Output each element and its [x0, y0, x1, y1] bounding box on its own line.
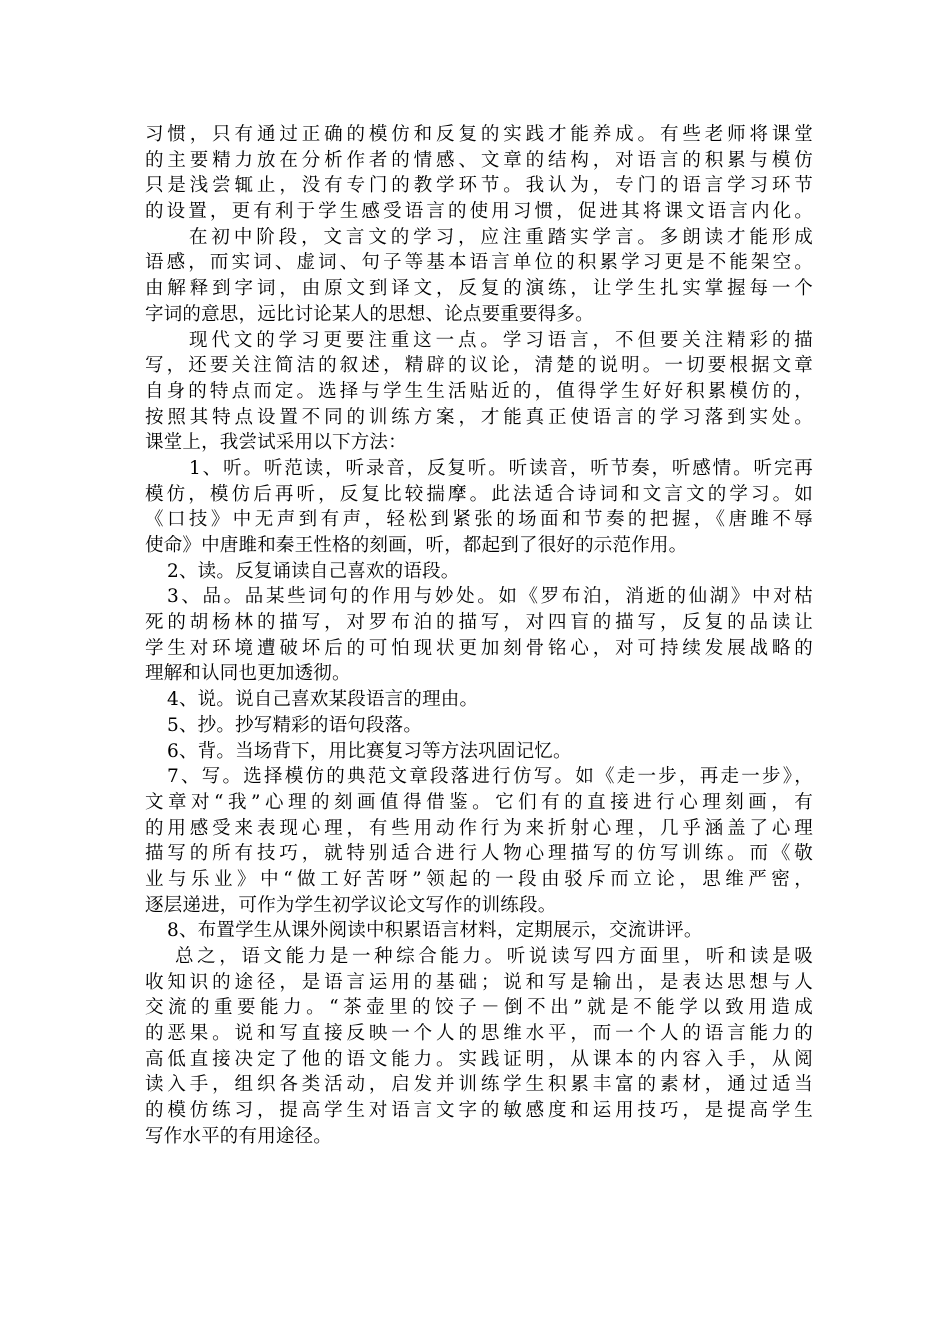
- text-line: 自身的特点而定。选择与学生生活贴近的，值得学生好好积累模仿的，: [145, 380, 813, 402]
- text-line: 1、听。听范读，听录音，反复听。听读音，听节奏，听感情。听完再: [189, 457, 813, 479]
- text-line: 2、读。反复诵读自己喜欢的语段。: [167, 560, 460, 582]
- text-line: 6、背。当场背下，用比赛复习等方法巩固记忆。: [167, 740, 572, 762]
- text-line: 字词的意思，远比讨论某人的思想、论点要重要得多。: [145, 303, 594, 325]
- text-line: 模仿，模仿后再听，反复比较揣摩。此法适合诗词和文言文的学习。如: [145, 483, 813, 505]
- text-line: 描写的所有技巧，就特别适合进行人物心理描写的仿写训练。而《敬: [145, 843, 813, 865]
- text-line: 写作水平的有用途径。: [145, 1125, 333, 1147]
- text-line: 习惯，只有通过正确的模仿和反复的实践才能养成。有些老师将课堂: [145, 124, 813, 145]
- text-line: 的主要精力放在分析作者的情感、文章的结构，对语言的积累与模仿: [145, 149, 813, 171]
- text-line: 现代文的学习更要注重这一点。学习语言，不但要关注精彩的描: [189, 329, 813, 351]
- text-line: 7、写。选择模仿的典范文章段落进行仿写。如《走一步，再走一步》，: [167, 766, 813, 788]
- text-line: 写，还要关注简洁的叙述，精辟的议论，清楚的说明。一切要根据文章: [145, 355, 813, 377]
- text-line: 的恶果。说和写直接反映一个人的思维水平，而一个人的语言能力的: [145, 1023, 813, 1045]
- text-line: 课堂上，我尝试采用以下方法：: [145, 432, 407, 454]
- text-line: 理解和认同也更加透彻。: [145, 663, 351, 685]
- text-line: 4、说。说自己喜欢某段语言的理由。: [167, 689, 479, 711]
- text-line: 交流的重要能力。“茶壶里的饺子－倒不出”就是不能学以致用造成: [145, 997, 813, 1019]
- text-line: 读入手，组织各类活动，启发并训练学生积累丰富的素材，通过适当: [145, 1074, 813, 1096]
- text-line: 死的胡杨林的描写，对罗布泊的描写，对四盲的描写，反复的品读让: [145, 612, 813, 634]
- text-line: 的设置，更有利于学生感受语言的使用习惯，促进其将课文语言内化。: [145, 201, 813, 223]
- text-line: 收知识的途径，是语言运用的基础；说和写是输出，是表达思想与人: [145, 971, 813, 993]
- text-line: 5、抄。抄写精彩的语句段落。: [167, 714, 423, 736]
- text-line: 3、品。品某些词句的作用与妙处。如《罗布泊，消逝的仙湖》中对枯: [167, 586, 813, 608]
- text-line: 8、布置学生从课外阅读中积累语言材料，定期展示，交流讲评。: [167, 920, 703, 942]
- text-line: 的模仿练习，提高学生对语言文字的敏感度和运用技巧，是提高学生: [145, 1100, 813, 1122]
- text-line: 业与乐业》中“做工好苦呀”领起的一段由驳斥而立论，思维严密，: [145, 868, 813, 890]
- text-line: 文章对“我”心理的刻画值得借鉴。它们有的直接进行心理刻画，有: [145, 791, 813, 813]
- text-line: 语感，而实词、虚词、句子等基本语言单位的积累学习更是不能架空。: [145, 252, 813, 274]
- text-line: 的用感受来表现心理，有些用动作行为来折射心理，几乎涵盖了心理: [145, 817, 813, 839]
- text-line: 逐层递进，可作为学生初学议论文写作的训练段。: [145, 894, 557, 916]
- text-line: 学生对环境遭破坏后的可怕现状更加刻骨铭心，对可持续发展战略的: [145, 637, 813, 659]
- text-line: 《口技》中无声到有声，轻松到紧张的场面和节奏的把握，《唐雎不辱: [145, 509, 813, 531]
- text-line: 总之，语文能力是一种综合能力。听说读写四方面里，听和读是吸: [175, 946, 813, 967]
- text-line: 在初中阶段，文言文的学习，应注重踏实学言。多朗读才能形成: [189, 226, 813, 248]
- text-line: 使命》中唐雎和秦王性格的刻画，听，都起到了很好的示范作用。: [145, 535, 688, 556]
- text-line: 按照其特点设置不同的训练方案，才能真正使语言的学习落到实处。: [145, 406, 813, 428]
- text-line: 只是浅尝辄止，没有专门的教学环节。我认为，专门的语言学习环节: [145, 175, 813, 197]
- text-line: 高低直接决定了他的语文能力。实践证明，从课本的内容入手，从阅: [145, 1048, 813, 1070]
- document-page: [145, 122, 813, 1150]
- text-line: 由解释到字词，由原文到译文，反复的演练，让学生扎实掌握每一个: [145, 278, 813, 300]
